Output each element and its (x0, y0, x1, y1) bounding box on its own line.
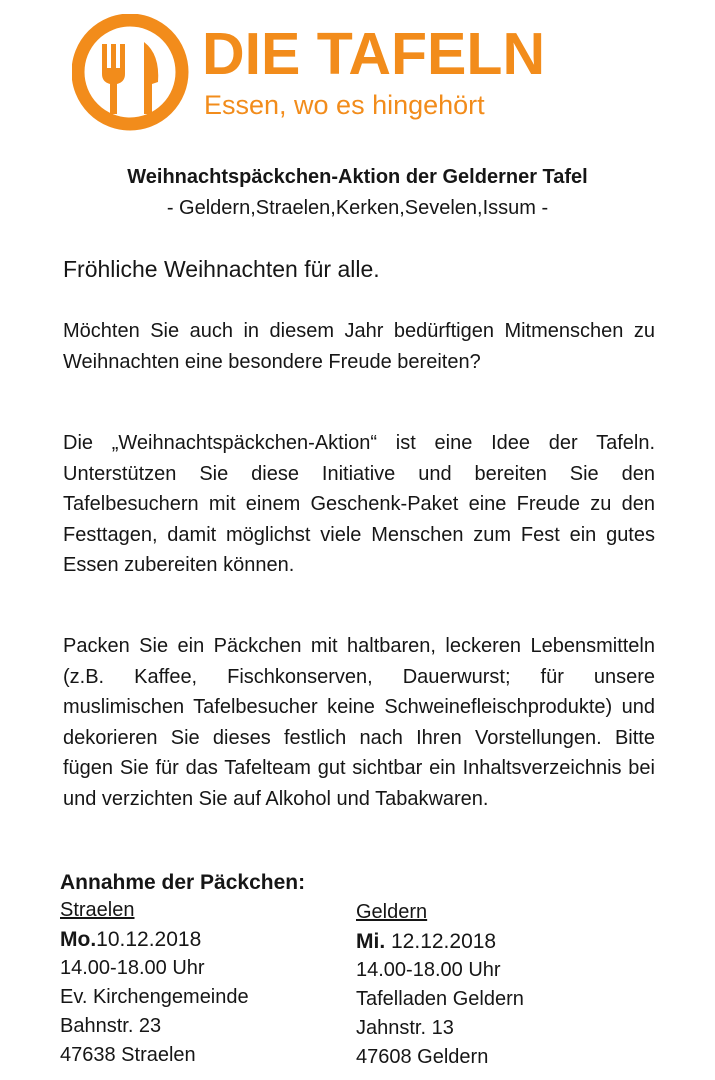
locations-subtitle: - Geldern,Straelen,Kerken,Sevelen,Issum - (166, 197, 549, 219)
location-time: 14.00-18.00 Uhr (356, 959, 501, 981)
location-venue: Tafelladen Geldern (356, 988, 524, 1010)
acceptance-heading: Annahme der Päckchen: (60, 871, 306, 894)
location-place: Geldern (356, 901, 428, 923)
location-city: 47638 Straelen (60, 1044, 196, 1066)
location-venue: Ev. Kirchengemeinde (60, 986, 249, 1008)
location-street: Bahnstr. 23 (60, 1015, 162, 1037)
location-street: Jahnstr. 13 (356, 1017, 454, 1039)
location-weekday: Mi. (356, 930, 386, 953)
location-date-line (356, 927, 524, 956)
location-weekday: Mo. (60, 928, 97, 951)
brand-name: DIE TAFELN (202, 21, 546, 87)
location-geldern (356, 898, 524, 1072)
page-title: Weihnachtspäckchen-Aktion der Gelderner Tafel (127, 166, 588, 188)
paragraph-initiative: Die „Weihnachtspäckchen-Aktion“ ist eine Idee der Tafeln. Unterstützen Sie diese Initiative und bereiten Sie den Tafelbesuchern mit einem Geschenk-Paket eine Freude zu den Festtagen, damit möglichst viele Menschen zum Fest ein gutes Essen zubereiten können. (63, 432, 655, 576)
location-date: 10.12.2018 (96, 928, 202, 951)
fork-knife-plate-icon (72, 14, 192, 134)
paragraph-instructions: Packen Sie ein Päckchen mit haltbaren, leckeren Lebensmitteln (z.B. Kaffee, Fischkonserven, Dauerwurst; für unsere muslimischen Tafelbesucher keine Schweinefleischprodukte) und dekorieren Sie dieses festlich nach Ihren Vorstellungen. Bitte fügen Sie für das Tafelteam gut sichtbar ein Inhaltsverzeichnis bei und verzichten Sie auf Alkohol und Tabakwaren. (63, 635, 655, 810)
location-city: 47608 Geldern (356, 1046, 489, 1068)
greeting: Fröhliche Weihnachten für alle. (63, 256, 380, 282)
paragraph-intro: Möchten Sie auch in diesem Jahr bedürftigen Mitmenschen zu Weihnachten eine besondere Freude bereiten? (63, 320, 655, 373)
location-date: 12.12.2018 (385, 930, 497, 953)
location-place: Straelen (60, 899, 135, 921)
location-time: 14.00-18.00 Uhr (60, 957, 205, 979)
location-date-line (60, 925, 249, 954)
location-straelen (60, 896, 249, 1070)
brand-slogan: Essen, wo es hingehört (204, 90, 485, 120)
tafeln-logo (72, 14, 546, 134)
